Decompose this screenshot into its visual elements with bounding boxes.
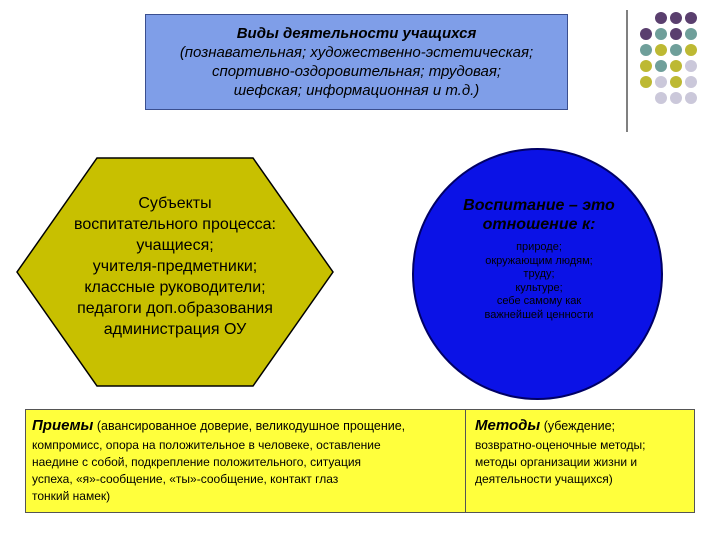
- subjects-text: [40, 193, 310, 340]
- decorative-dot: [670, 44, 682, 56]
- techniques-line: успеха, «я»-сообщение, «ты»-сообщение, контакт глаз: [32, 472, 339, 486]
- subjects-line: воспитательного процесса:: [74, 216, 276, 233]
- activity-types-line: (познавательная; художественно-эстетическая;: [179, 44, 534, 61]
- activity-types-line: спортивно-оздоровительная; трудовая;: [211, 63, 502, 80]
- upbringing-title: [430, 196, 648, 234]
- subjects-line: учителя-предметники;: [92, 258, 258, 275]
- subjects-line: педагоги доп.образования: [77, 300, 273, 317]
- upbringing-item: труду;: [523, 268, 555, 280]
- techniques-line: компромисс, опора на положительное в человеке, оставление: [32, 438, 381, 452]
- decorative-dot: [640, 60, 652, 72]
- upbringing-item: окружающим людям;: [485, 254, 593, 267]
- techniques-heading: Приемы: [32, 417, 94, 434]
- decorative-dot: [685, 28, 697, 40]
- decorative-dot: [640, 44, 652, 56]
- decorative-dot: [670, 92, 682, 104]
- methods-body: [475, 437, 686, 488]
- upbringing-items: [450, 241, 628, 322]
- activity-types-line: шефская; информационная и т.д.): [233, 82, 480, 99]
- methods-line: деятельности учащихся): [475, 472, 613, 486]
- decorative-dot: [655, 44, 667, 56]
- decorative-dot: [655, 12, 667, 24]
- decorative-dot: [670, 28, 682, 40]
- activity-types-box: [145, 14, 568, 110]
- subjects-line: администрация ОУ: [103, 321, 247, 338]
- decorative-dot: [655, 92, 667, 104]
- activity-types-title: Виды деятельности учащихся: [236, 25, 477, 42]
- methods-heading: Методы: [475, 417, 541, 434]
- decorative-dot: [640, 76, 652, 88]
- subjects-line: учащиеся;: [136, 237, 214, 254]
- upbringing-item: культуре;: [515, 281, 563, 294]
- decorative-divider: [626, 10, 628, 132]
- techniques-line: наедине с собой, подкрепление положительного, ситуация: [32, 455, 362, 469]
- decorative-dot: [685, 76, 697, 88]
- decorative-dot: [640, 28, 652, 40]
- techniques-methods-table: [25, 409, 695, 513]
- techniques-lead: (авансированное доверие, великодушное прощение,: [93, 419, 406, 433]
- methods-cell: [467, 410, 694, 512]
- subjects-line: Субъекты: [138, 195, 212, 212]
- subjects-line: классные руководители;: [84, 279, 266, 296]
- decorative-dot: [670, 12, 682, 24]
- decorative-dot: [655, 60, 667, 72]
- techniques-body: [32, 437, 459, 505]
- decorative-dot: [670, 76, 682, 88]
- decorative-dot: [655, 76, 667, 88]
- upbringing-item: важнейшей ценности: [484, 308, 594, 321]
- methods-line: методы организации жизни и: [475, 455, 638, 469]
- techniques-cell: [26, 410, 466, 512]
- methods-lead: (убеждение;: [540, 419, 616, 433]
- decorative-dot: [685, 92, 697, 104]
- decorative-dot: [685, 44, 697, 56]
- decorative-dot: [670, 60, 682, 72]
- decorative-dot: [685, 12, 697, 24]
- decorative-dot: [685, 60, 697, 72]
- upbringing-item: природе;: [516, 241, 562, 253]
- methods-line: возвратно-оценочные методы;: [475, 438, 646, 452]
- upbringing-title-line: Воспитание – это: [463, 197, 615, 214]
- upbringing-item: себе самому как: [496, 295, 582, 307]
- techniques-line: тонкий намек): [32, 489, 111, 503]
- decorative-dot: [655, 28, 667, 40]
- upbringing-title-line: отношение к:: [482, 216, 596, 233]
